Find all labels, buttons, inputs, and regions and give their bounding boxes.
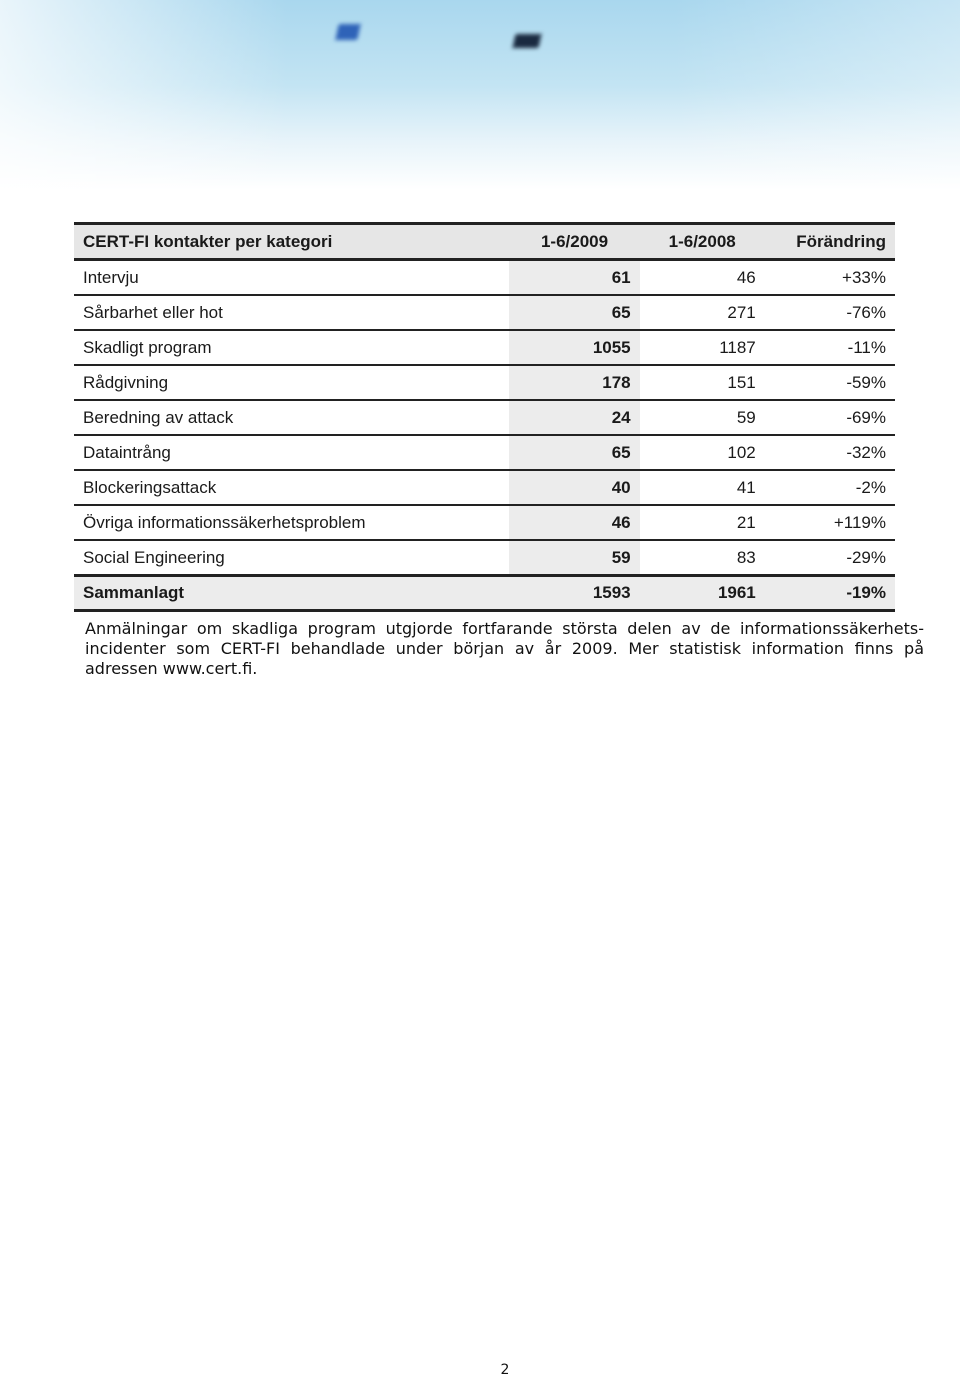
row-label: Blockeringsattack: [74, 470, 509, 505]
row-value-2009: 178: [509, 365, 639, 400]
row-label: Rådgivning: [74, 365, 509, 400]
note-paragraph: Anmälningar om skadliga program utgjorde fortfarande största delen av de informationssäkerhets-incidenter som CERT-FI behandlade under början av år 2009. Mer statistisk information finns på adressen www.cert.fi.: [85, 619, 924, 678]
row-change: +119%: [765, 505, 895, 540]
table-row: [74, 365, 895, 400]
page-number: 2: [500, 1362, 510, 1378]
row-value-2008: 41: [640, 470, 765, 505]
table-row: [74, 435, 895, 470]
row-value-2009: 24: [509, 400, 639, 435]
row-value-2009: 61: [509, 260, 639, 296]
banner-glow: [0, 0, 960, 190]
row-value-2009: 65: [509, 295, 639, 330]
row-label: Intervju: [74, 260, 509, 296]
header-change: Förändring: [765, 224, 895, 260]
header-2008: 1-6/2008: [640, 224, 765, 260]
row-value-2008: 46: [640, 260, 765, 296]
total-change: -19%: [765, 576, 895, 611]
row-value-2009: 46: [509, 505, 639, 540]
row-change: +33%: [765, 260, 895, 296]
row-label: Övriga informationssäkerhetsproblem: [74, 505, 509, 540]
row-value-2008: 1187: [640, 330, 765, 365]
row-value-2009: 1055: [509, 330, 639, 365]
table-row: [74, 505, 895, 540]
header-category: CERT-FI kontakter per kategori: [74, 224, 509, 260]
row-value-2009: 40: [509, 470, 639, 505]
table-row: [74, 540, 895, 576]
table-header-row: [74, 224, 895, 260]
row-change: -32%: [765, 435, 895, 470]
row-value-2008: 21: [640, 505, 765, 540]
table-row: [74, 295, 895, 330]
total-2009: 1593: [509, 576, 639, 611]
table-row: [74, 400, 895, 435]
row-value-2008: 83: [640, 540, 765, 576]
row-change: -29%: [765, 540, 895, 576]
row-label: Skadligt program: [74, 330, 509, 365]
row-label: Beredning av attack: [74, 400, 509, 435]
table-row: [74, 330, 895, 365]
dark-square-decoration: [513, 34, 542, 48]
header-2009: 1-6/2009: [509, 224, 639, 260]
row-change: -69%: [765, 400, 895, 435]
row-value-2008: 102: [640, 435, 765, 470]
table-total-row: [74, 576, 895, 611]
row-value-2009: 59: [509, 540, 639, 576]
row-change: -59%: [765, 365, 895, 400]
blue-square-decoration: [335, 24, 360, 40]
row-change: -11%: [765, 330, 895, 365]
total-label: Sammanlagt: [74, 576, 509, 611]
row-value-2009: 65: [509, 435, 639, 470]
row-change: -76%: [765, 295, 895, 330]
row-label: Social Engineering: [74, 540, 509, 576]
row-value-2008: 151: [640, 365, 765, 400]
row-label: Dataintrång: [74, 435, 509, 470]
row-change: -2%: [765, 470, 895, 505]
row-label: Sårbarhet eller hot: [74, 295, 509, 330]
row-value-2008: 271: [640, 295, 765, 330]
total-2008: 1961: [640, 576, 765, 611]
table-row: [74, 260, 895, 296]
header-banner: [0, 0, 960, 190]
row-value-2008: 59: [640, 400, 765, 435]
contacts-by-category-table: [74, 222, 895, 612]
table-row: [74, 470, 895, 505]
